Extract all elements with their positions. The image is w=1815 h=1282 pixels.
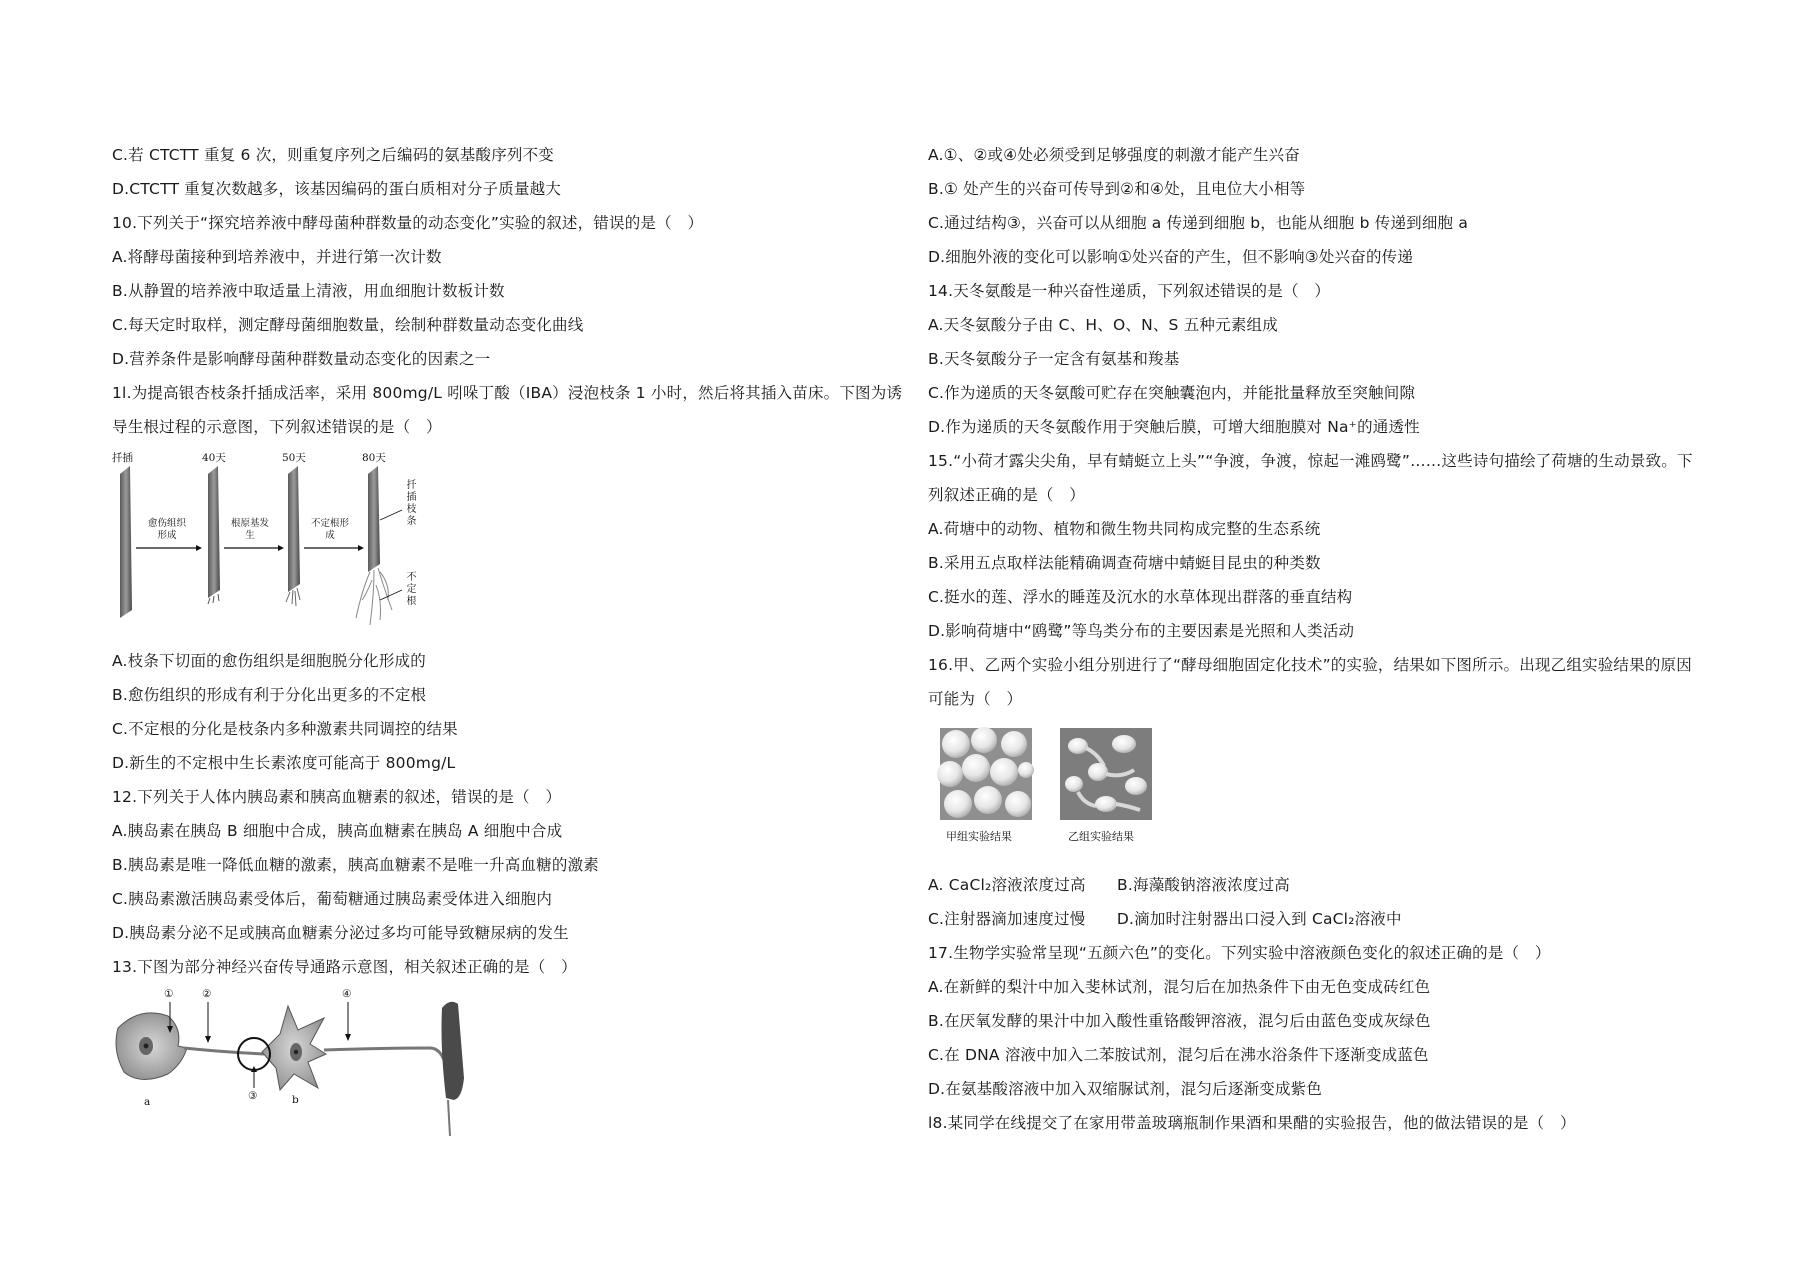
text-line: B.天冬氨酸分子一定含有氨基和羧基 (928, 350, 1180, 368)
text-line: A.荷塘中的动物、植物和微生物共同构成完整的生态系统 (928, 520, 1321, 538)
stage-label-50-days: 50天 (282, 452, 306, 464)
text-line: 可能为（ ） (928, 690, 1023, 708)
text-line: C.注射器滴加速度过慢 D.滴加时注射器出口浸入到 CaCl₂溶液中 (928, 910, 1402, 928)
text-line: C.若 CTCTT 重复 6 次，则重复序列之后编码的氨基酸序列不变 (112, 146, 554, 164)
text-line: A.①、②或④处必须受到足够强度的刺激才能产生兴奋 (928, 146, 1300, 164)
marker-4: ④ (342, 988, 352, 1000)
figure-nerve-pathway (112, 988, 472, 1138)
figure-yeast-immobilization (928, 724, 1168, 852)
left-column (112, 138, 912, 1138)
text-line: 12.下列关于人体内胰岛素和胰高血糖素的叙述，错误的是（ ） (112, 788, 562, 806)
side-label-adventitious-root: 不定根 (406, 572, 417, 607)
text-line: 1l.为提高银杏枝条扦插成活率，采用 800mg/L 吲哚丁酸（IBA）浸泡枝条 1 小时，然后将其插入苗床。下图为诱 (112, 384, 903, 402)
text-line: 13.下图为部分神经兴奋传导通路示意图，相关叙述正确的是（ ） (112, 958, 577, 976)
text-line: D.在氨基酸溶液中加入双缩脲试剂，混匀后逐渐变成紫色 (928, 1080, 1323, 1098)
text-line: l8.某同学在线提交了在家用带盖玻璃瓶制作果酒和果醋的实验报告，他的做法错误的是（ ） (928, 1114, 1576, 1132)
arrow-label-callus-formation: 愈伤组织形成 (147, 518, 186, 541)
text-line: C.胰岛素激活胰岛素受体后，葡萄糖通过胰岛素受体进入细胞内 (112, 890, 553, 908)
text-line: C.挺水的莲、浮水的睡莲及沉水的水草体现出群落的垂直结构 (928, 588, 1353, 606)
text-line: 14.天冬氨酸是一种兴奋性递质，下列叙述错误的是（ ） (928, 282, 1331, 300)
text-line: D.胰岛素分泌不足或胰高血糖素分泌过多均可能导致糖尿病的发生 (112, 924, 569, 942)
text-line: D.影响荷塘中“鸥鹭”等鸟类分布的主要因素是光照和人类活动 (928, 622, 1355, 640)
marker-2: ② (202, 988, 212, 1000)
text-line: B.胰岛素是唯一降低血糖的激素，胰高血糖素不是唯一升高血糖的激素 (112, 856, 599, 874)
text-line: A. CaCl₂溶液浓度过高 B.海藻酸钠溶液浓度过高 (928, 876, 1291, 894)
text-line: B.从静置的培养液中取适量上清液，用血细胞计数板计数 (112, 282, 505, 300)
text-line: C.作为递质的天冬氨酸可贮存在突触囊泡内，并能批量释放至突触间隙 (928, 384, 1416, 402)
text-line: B.在厌氧发酵的果汁中加入酸性重铬酸钾溶液，混匀后由蓝色变成灰绿色 (928, 1012, 1431, 1030)
text-line: 15.“小荷才露尖尖角，早有蜻蜓立上头”“争渡，争渡，惊起一滩鸥鹭”……这些诗句描绘了荷塘的生动景致。下 (928, 452, 1693, 470)
text-line: B.① 处产生的兴奋可传导到②和④处，且电位大小相等 (928, 180, 1306, 198)
text-line: 列叙述正确的是（ ） (928, 486, 1086, 504)
text-line: D.新生的不定根中生长素浓度可能高于 800mg/L (112, 754, 456, 772)
text-line: C.通过结构③，兴奋可以从细胞 a 传递到细胞 b，也能从细胞 b 传递到细胞 a (928, 214, 1469, 232)
marker-3: ③ (248, 1090, 258, 1102)
right-text-block-a (928, 138, 1728, 716)
figure-cutting-rooting (112, 450, 452, 630)
left-text-block-b (112, 644, 912, 984)
text-line: D.营养条件是影响酵母菌种群数量动态变化的因素之一 (112, 350, 491, 368)
text-line: A.在新鲜的梨汁中加入斐林试剂，混匀后在加热条件下由无色变成砖红色 (928, 978, 1431, 996)
text-line: A.将酵母菌接种到培养液中，并进行第一次计数 (112, 248, 442, 266)
text-line: A.胰岛素在胰岛 B 细胞中合成，胰高血糖素在胰岛 A 细胞中合成 (112, 822, 563, 840)
text-line: D.作为递质的天冬氨酸作用于突触后膜，可增大细胞膜对 Na⁺的通透性 (928, 418, 1420, 436)
arrow-label-root-primordium: 根原基发生 (230, 518, 269, 541)
cell-label-b: b (292, 1094, 299, 1106)
text-line: B.愈伤组织的形成有利于分化出更多的不定根 (112, 686, 427, 704)
text-line: 10.下列关于“探究培养液中酵母菌种群数量的动态变化”实验的叙述，错误的是（ ） (112, 214, 704, 232)
text-line: C.每天定时取样，测定酵母菌细胞数量，绘制种群数量动态变化曲线 (112, 316, 584, 334)
text-line: A.天冬氨酸分子由 C、H、O、N、S 五种元素组成 (928, 316, 1278, 334)
caption-group-yi: 乙组实验结果 (1068, 830, 1134, 843)
left-text-block-a (112, 138, 912, 444)
stage-label-40-days: 40天 (202, 452, 226, 464)
text-line: 17.生物学实验常呈现“五颜六色”的变化。下列实验中溶液颜色变化的叙述正确的是（ ） (928, 944, 1551, 962)
side-label-cutting-branch: 扦插枝条 (406, 480, 417, 527)
text-line: A.枝条下切面的愈伤组织是细胞脱分化形成的 (112, 652, 426, 670)
caption-group-jia: 甲组实验结果 (946, 830, 1012, 843)
arrow-label-adventitious-root: 不定根形成 (310, 518, 349, 541)
cell-label-a: a (144, 1096, 151, 1108)
text-line: 16.甲、乙两个实验小组分别进行了“酵母细胞固定化技术”的实验，结果如下图所示。出现乙组实验结果的原因 (928, 656, 1692, 674)
text-line: D.CTCTT 重复次数越多，该基因编码的蛋白质相对分子质量越大 (112, 180, 562, 198)
stage-label-80-days: 80天 (362, 452, 386, 464)
stage-label-cutting: 扦插 (112, 452, 133, 464)
text-line: B.采用五点取样法能精确调查荷塘中蜻蜓目昆虫的种类数 (928, 554, 1321, 572)
text-line: D.细胞外液的变化可以影响①处兴奋的产生，但不影响③处兴奋的传递 (928, 248, 1414, 266)
text-line: C.不定根的分化是枝条内多种激素共同调控的结果 (112, 720, 458, 738)
text-line: C.在 DNA 溶液中加入二苯胺试剂，混匀后在沸水浴条件下逐渐变成蓝色 (928, 1046, 1429, 1064)
right-column (928, 138, 1728, 1140)
right-text-block-b (928, 868, 1728, 1140)
marker-1: ① (164, 988, 174, 1000)
nerve-pathway-diagram (112, 988, 472, 1138)
text-line: 导生根过程的示意图，下列叙述错误的是（ ） (112, 418, 442, 436)
